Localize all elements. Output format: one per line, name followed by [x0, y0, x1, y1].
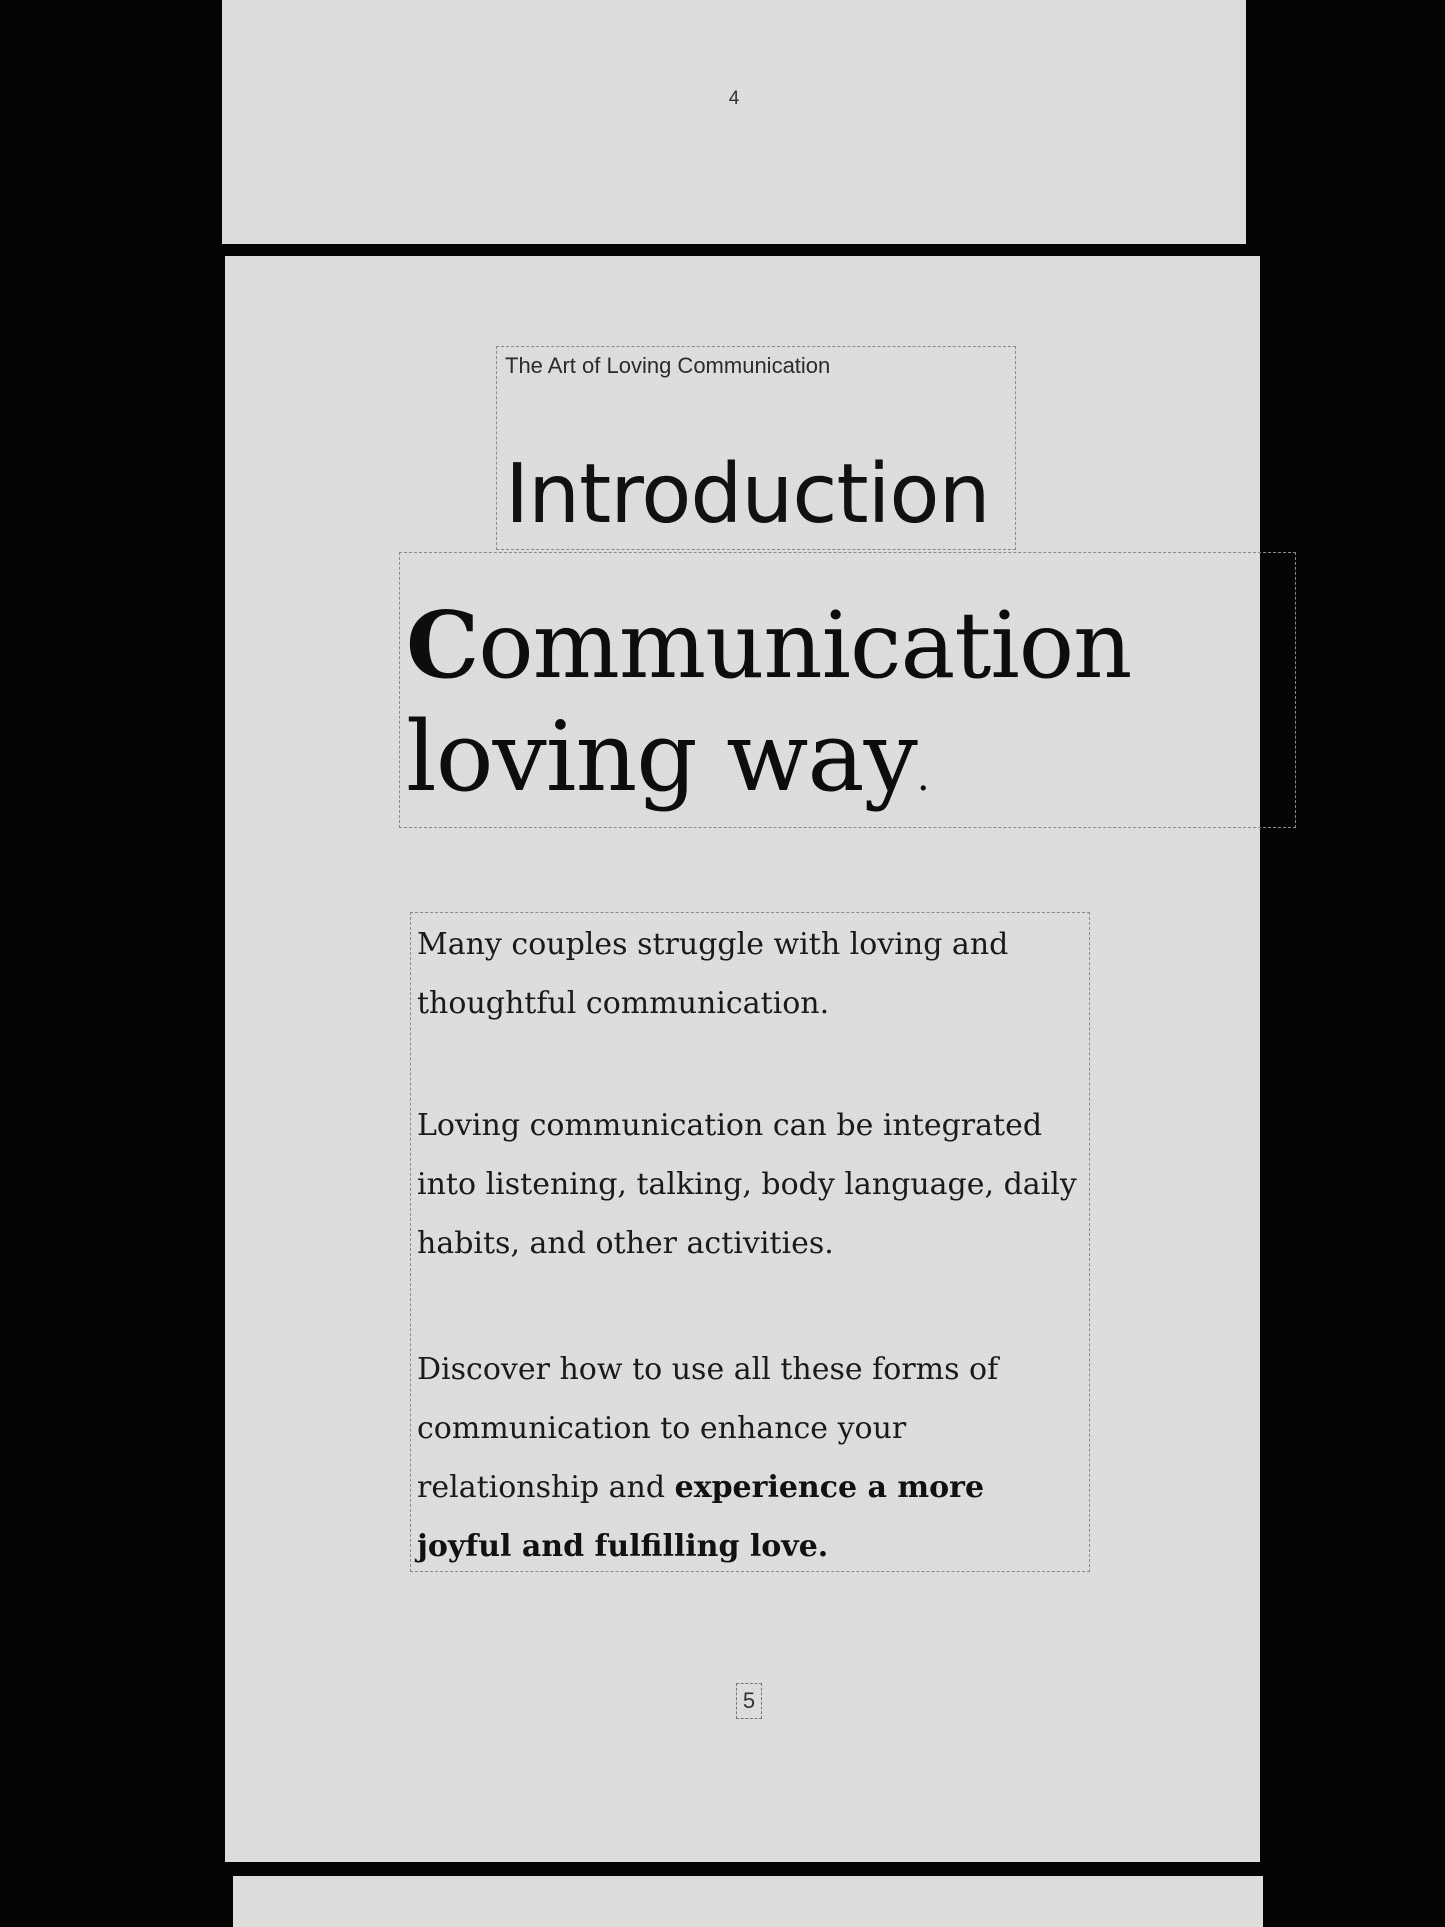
paragraph-2: Loving communication can be integrated into listening, talking, body language, daily habits, and other activities.: [417, 1108, 1077, 1261]
title-first-letter: C: [406, 591, 479, 699]
chapter-heading: Introduction: [505, 447, 990, 542]
previous-page: [222, 0, 1246, 244]
title-line-2-text: loving way: [406, 701, 917, 813]
running-header: The Art of Loving Communication: [505, 353, 831, 378]
header-text-frame[interactable]: [496, 346, 1016, 550]
title-line-1: [406, 591, 1131, 699]
title-text-frame[interactable]: [399, 552, 1296, 828]
paragraph-3-bold-text: experience a more joyful and fulfilling love.: [417, 1470, 985, 1564]
title-line-2: [406, 701, 929, 813]
title-line-1-rest: ommunication: [478, 592, 1132, 699]
next-page: [233, 1876, 1263, 1927]
page-number: 4: [728, 88, 740, 109]
paragraph-3: [417, 1340, 1077, 1576]
title-line-2-period: .: [916, 754, 929, 800]
paragraph-1: Many couples struggle with loving and thoughtful communication.: [417, 927, 1009, 1021]
page-number-field[interactable]: 5: [736, 1683, 762, 1719]
body-text-frame[interactable]: [410, 912, 1090, 1572]
paragraph-3-text: Discover how to use all these forms of communication to enhance your relationship and: [417, 1352, 999, 1505]
